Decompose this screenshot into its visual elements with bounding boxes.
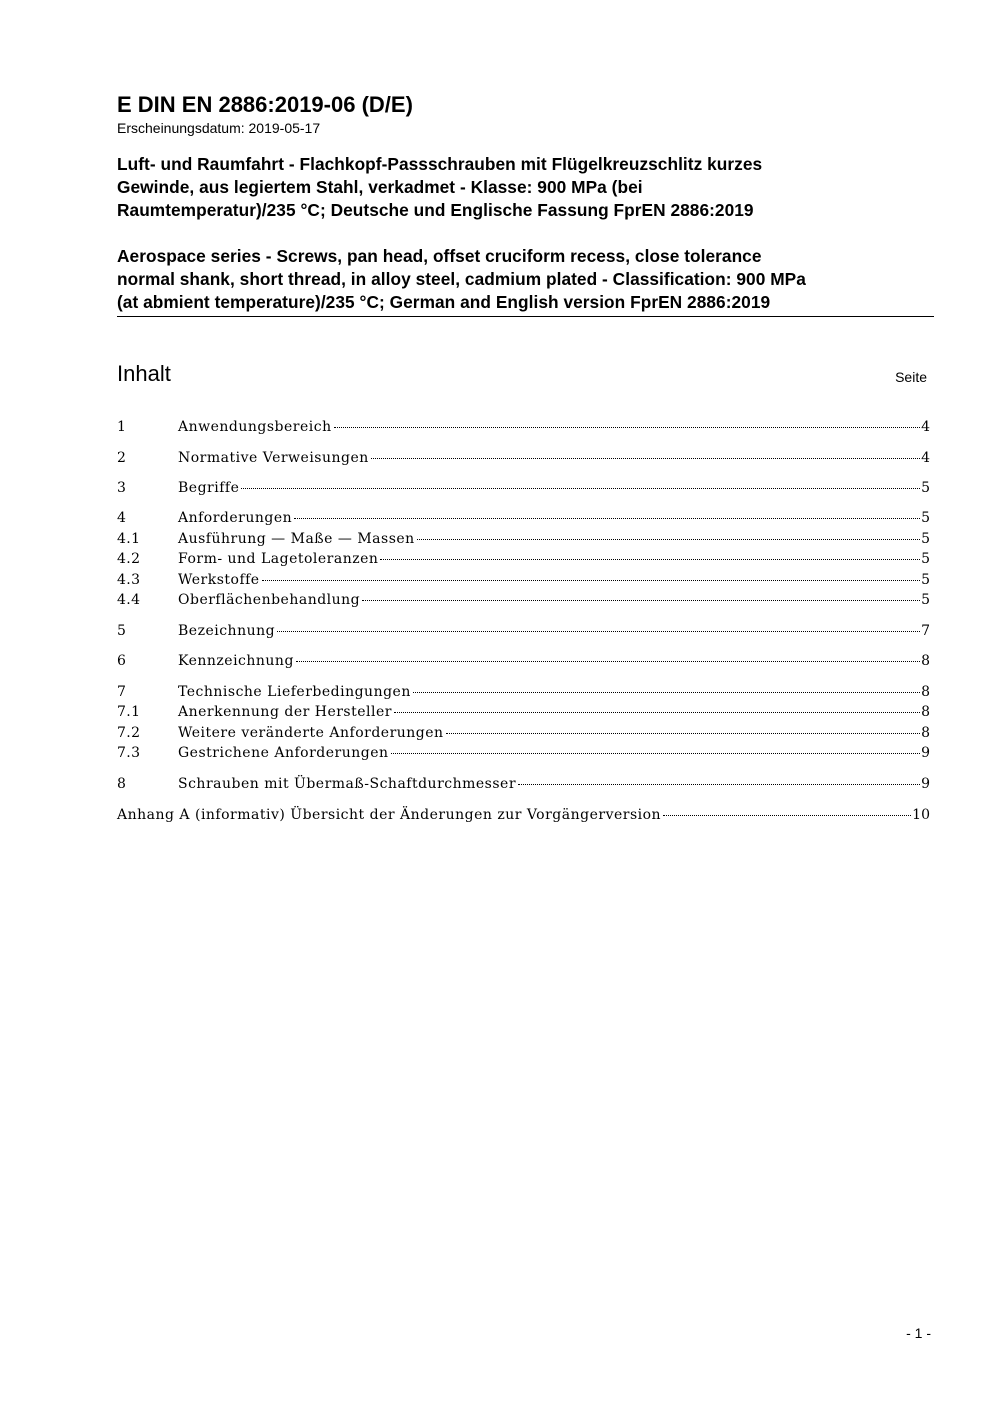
- toc-entry-page: 5: [921, 551, 930, 567]
- toc-entry-number: 7.2: [117, 725, 141, 741]
- toc-leader-dots: [663, 815, 911, 816]
- toc-leader-dots: [277, 631, 920, 632]
- toc-leader-dots: [296, 661, 920, 662]
- toc-entry[interactable]: [117, 621, 930, 641]
- toc-entry-number: 7.3: [117, 745, 141, 761]
- toc-entry-page: 5: [921, 510, 930, 526]
- toc-entry[interactable]: [117, 702, 930, 722]
- toc-entry-number: 1: [117, 419, 127, 435]
- toc-entry-title: Normative Verweisungen: [178, 450, 369, 466]
- toc-leader-dots: [413, 692, 920, 693]
- toc-entry-title: Oberflächenbehandlung: [178, 592, 361, 608]
- document-id: E DIN EN 2886:2019-06 (D/E): [117, 92, 413, 117]
- toc-entry-number: 7.1: [117, 704, 141, 720]
- toc-entry-page: 8: [921, 704, 930, 720]
- toc-entry-number: 3: [117, 480, 127, 496]
- toc-entry-page: 10: [912, 807, 930, 823]
- toc-entry-number: 8: [117, 776, 127, 792]
- toc-entry-title: Technische Lieferbedingungen: [178, 684, 411, 700]
- toc-entry-page: 5: [921, 480, 930, 496]
- toc-entry-title: Gestrichene Anforderungen: [178, 745, 389, 761]
- toc-heading: [117, 361, 927, 391]
- toc-entry-page: 9: [921, 776, 930, 792]
- toc-leader-dots: [241, 488, 920, 489]
- toc-entry-page: 5: [921, 592, 930, 608]
- toc-entry[interactable]: [117, 570, 930, 590]
- toc-leader-dots: [391, 753, 921, 754]
- toc-entry-number: 7: [117, 684, 127, 700]
- toc-entry-title: Form- und Lagetoleranzen: [178, 551, 379, 567]
- toc-entry[interactable]: [117, 743, 930, 763]
- toc-entry-annex[interactable]: [117, 805, 930, 825]
- toc-entry-title: Begriffe: [178, 480, 240, 496]
- toc-entry-title: Ausführung — Maße — Massen: [178, 531, 415, 547]
- toc-entry-page: 9: [921, 745, 930, 761]
- toc-entry-page: 4: [921, 450, 930, 466]
- toc-leader-dots: [294, 518, 920, 519]
- toc-entry[interactable]: [117, 590, 930, 610]
- toc-leader-dots: [362, 600, 920, 601]
- toc-entry[interactable]: [117, 682, 930, 702]
- toc-entry-title: Anwendungsbereich: [178, 419, 332, 435]
- document-header: [117, 91, 934, 317]
- toc-entry-page: 8: [921, 653, 930, 669]
- toc-entry-number: 4: [117, 510, 127, 526]
- toc-entry-number: 5: [117, 623, 127, 639]
- toc-entry-page: 4: [921, 419, 930, 435]
- toc-entry-number: 2: [117, 450, 127, 466]
- toc-entry-title: Anerkennung der Hersteller: [178, 704, 392, 720]
- publication-date: Erscheinungsdatum: 2019-05-17: [117, 120, 321, 136]
- toc-entry-number: 4.1: [117, 531, 141, 547]
- toc-leader-dots: [394, 712, 920, 713]
- toc-entry[interactable]: [117, 723, 930, 743]
- toc-leader-dots: [380, 559, 920, 560]
- toc-entry[interactable]: [117, 478, 930, 498]
- toc-entry-title: Kennzeichnung: [178, 653, 294, 669]
- toc-entry[interactable]: [117, 508, 930, 528]
- title-english: Aerospace series - Screws, pan head, offset cruciform recess, close tolerance normal shank, short thread, in alloy steel, cadmium plated - Classification: 900 MPa (at abmient temperature)/235 °C; German and English version FprEN 2886:2019: [117, 245, 934, 317]
- toc-entry-number: 4.3: [117, 572, 141, 588]
- toc-leader-dots: [446, 733, 921, 734]
- toc-entry-page: 8: [921, 684, 930, 700]
- toc-entry-title: Bezeichnung: [178, 623, 276, 639]
- toc-entry[interactable]: [117, 529, 930, 549]
- toc-title: Inhalt: [117, 361, 171, 386]
- toc-leader-dots: [262, 580, 920, 581]
- toc-entry-number: 6: [117, 653, 127, 669]
- toc-entry-title: Anforderungen: [178, 510, 293, 526]
- toc-leader-dots: [518, 784, 920, 785]
- toc-entry-title: Anhang A (informativ) Übersicht der Änderungen zur Vorgängerversion: [117, 807, 662, 823]
- toc-entry[interactable]: [117, 549, 930, 569]
- toc-entry-title: Werkstoffe: [178, 572, 260, 588]
- toc-entry-number: 4.4: [117, 592, 141, 608]
- toc-entry[interactable]: [117, 448, 930, 468]
- toc-leader-dots: [371, 458, 920, 459]
- toc-entry[interactable]: [117, 417, 930, 437]
- page-number: - 1 -: [906, 1325, 931, 1341]
- toc-entry-number: 4.2: [117, 551, 141, 567]
- toc-entry[interactable]: [117, 651, 930, 671]
- toc-entry-page: 5: [921, 572, 930, 588]
- toc-entry-page: 8: [921, 725, 930, 741]
- toc-page-column-label: Seite: [895, 369, 927, 385]
- toc-entry-page: 7: [921, 623, 930, 639]
- toc-entry-title: Weitere veränderte Anforderungen: [178, 725, 444, 741]
- toc-leader-dots: [334, 427, 920, 428]
- title-german: Luft- und Raumfahrt - Flachkopf-Passschrauben mit Flügelkreuzschlitz kurzes Gewinde, aus legiertem Stahl, verkadmet - Klasse: 900 MPa (bei Raumtemperatur)/235 °C; Deutsche und Englische Fassung FprEN 2886:2019: [117, 154, 763, 220]
- toc-entry[interactable]: [117, 774, 930, 794]
- toc-entry-page: 5: [921, 531, 930, 547]
- toc-leader-dots: [417, 539, 920, 540]
- toc-entry-title: Schrauben mit Übermaß-Schaftdurchmesser: [178, 776, 517, 792]
